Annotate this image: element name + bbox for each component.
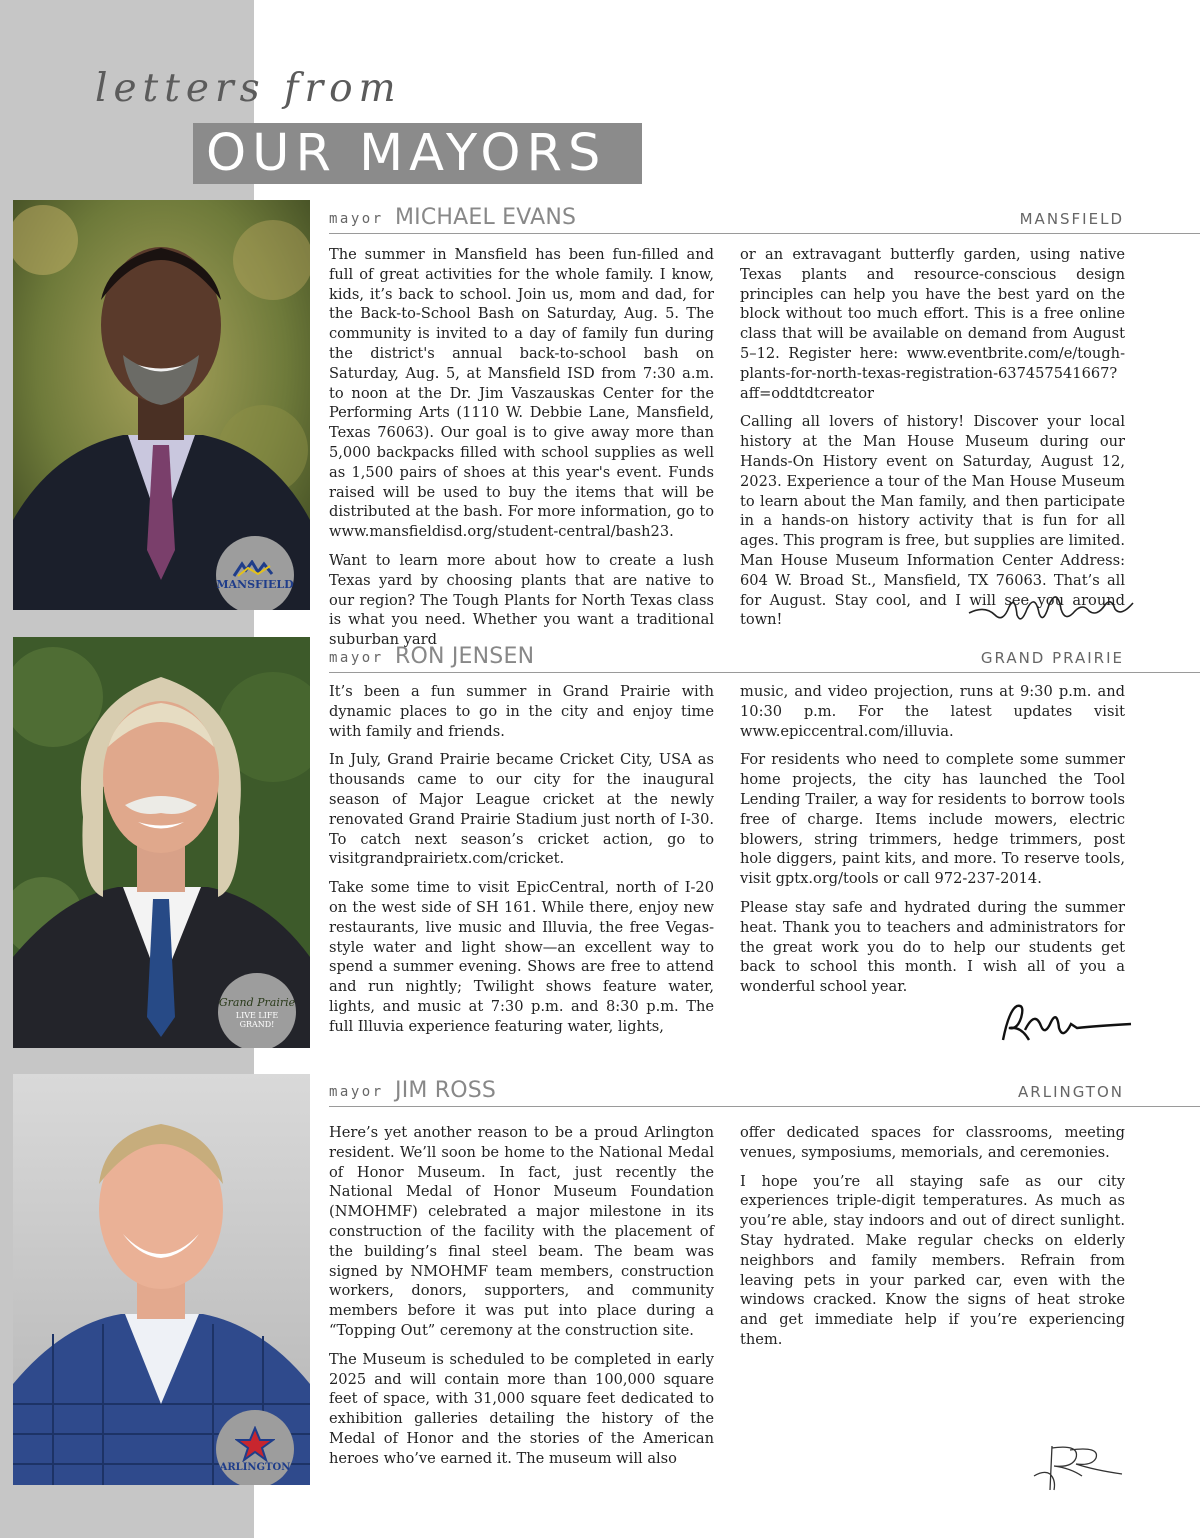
header-rule (329, 233, 1200, 234)
mayor-name: JIM ROSS (395, 1078, 497, 1103)
mayor-city: MANSFIELD (1019, 210, 1124, 228)
paragraph: The Museum is scheduled to be completed in early 2025 and will contain more than 100,000 square feet of space, with 31,000 square feet dedicated to exhibition galleries detailing the history of the Medal of Honor and the stories of the American heroes who’ve earned it. The museum will also (329, 1350, 714, 1467)
letter-column-right (740, 682, 1125, 1006)
mayor-name: MICHAEL EVANS (395, 205, 577, 230)
mayor-city: ARLINGTON (1018, 1083, 1124, 1101)
grand-prairie-logo-badge (218, 973, 296, 1048)
paragraph: or an extravagant butterfly garden, using native Texas plants and resource-conscious design principles can help you have the best yard on the block without too much effort. This is a free online class that will be available on demand from August 5–12. Register here: www.eventbrite.com/e/tough-plants-for-north-texas-registration-637457541667?aff=oddtdtcreator (740, 246, 1125, 402)
mayor-prefix: mayor (329, 1084, 384, 1100)
paragraph: The summer in Mansfield has been fun-filled and full of great activities for the whole family. I know, kids, it’s back to school. Join us, mom and dad, for the Back-to-School Bash on Saturday, Aug. 5. The community is invited to a day of family fun during the district's annual back-to-school bash on Saturday, Aug. 5, at Mansfield ISD from 7:30 a.m. to noon at the Dr. Jim Vaszauskas Center for the Performing Arts (1110 W. Debbie Lane, Mansfield, Texas 76063). Our goal is to give away more than 5,000 backpacks filled with school supplies as well as 1,500 pairs of shoes at this year's event. Funds raised will be used to buy the items that will be distributed at the bash. For more information, go to www.mansfieldisd.org/student-central/bash23. (329, 246, 714, 541)
paragraph: Want to learn more about how to create a lush Texas yard by choosing plants that are native to our region? The Tough Plants for North Texas class is what you need. Whether you want a traditional suburban yard (329, 551, 714, 649)
letter-column-left (329, 682, 714, 1046)
letter-column-left (329, 1123, 714, 1478)
mansfield-logo-icon (232, 560, 278, 578)
paragraph: Calling all lovers of history! Discover your local history at the Man House Museum during our Hands-On History event on Saturday, August 12, 2023. Experience a tour of the Man House Museum to learn about the Man family, and then participate in a hands-on history activity that is fun for all ages. This program is free, but supplies are limited. Man House Museum Information Center Address: 604 W. Broad St., Mansfield, TX 76063. That’s all for August. Stay cool, and I will see you around town! (740, 413, 1125, 629)
letter-column-right (740, 245, 1125, 639)
mayor-photo-evans (13, 200, 310, 610)
grand-prairie-logo-tagline: LIVE LIFE GRAND! (235, 1010, 279, 1029)
header-rule (329, 1106, 1200, 1107)
grand-prairie-logo-text: Grand Prairie (218, 995, 296, 1009)
paragraph: Here’s yet another reason to be a proud Arlington resident. We’ll soon be home to the National Medal of Honor Museum. In fact, just recently the National Medal of Honor Museum Foundation (NMOHMF) celebrated a major milestone in its construction of the facility with the placement of the building’s final steel beam. The beam was signed by NMOHMF team members, construction workers, donors, supporters, and community members before it was put into place during a “Topping Out” ceremony at the construction site. (329, 1124, 714, 1339)
mansfield-logo-text: MANSFIELD (216, 577, 294, 591)
letter-column-right (740, 1123, 1125, 1359)
letter-column-left (329, 245, 714, 659)
paragraph: music, and video projection, runs at 9:30 p.m. and 10:30 p.m. For the latest updates visit www.epiccentral.com/illuvia. (740, 683, 1125, 740)
mayor-photo-ross (13, 1074, 310, 1485)
mayor-header-evans (329, 202, 1200, 230)
star-icon (235, 1426, 275, 1462)
paragraph: offer dedicated spaces for classrooms, meeting venues, symposiums, memorials, and ceremonies. (740, 1124, 1125, 1161)
mayor-photo-jensen (13, 637, 310, 1048)
paragraph: Take some time to visit EpicCentral, north of I-20 on the west side of SH 161. While there, enjoy new restaurants, live music and Illuvia, the free Vegas-style water and light show—an excellent way to spend a summer evening. Shows are free to attend and run nightly; Twilight shows feature water, lights, and music at 7:30 p.m. and 8:30 p.m. The full Illuvia experience featuring water, lights, (329, 879, 714, 1035)
paragraph: For residents who need to complete some summer home projects, the city has launched the Tool Lending Trailer, a way for residents to borrow tools free of charge. Items include mowers, electric blowers, string trimmers, hedge trimmers, post hole diggers, paint kits, and more. To reserve tools, visit gptx.org/tools or call 972-237-2014. (740, 751, 1125, 888)
header-rule (329, 672, 1200, 673)
mayor-prefix: mayor (329, 650, 384, 666)
arlington-logo-text: ARLINGTON (219, 1461, 291, 1473)
mayor-city: GRAND PRAIRIE (980, 649, 1124, 667)
paragraph: In July, Grand Prairie became Cricket City, USA as thousands came to our city for the inaugural season of Major League cricket at the newly renovated Grand Prairie Stadium just north of I-30. To catch next season’s cricket action, go to visitgrandprairietx.com/cricket. (329, 751, 714, 868)
signature-jensen (995, 1000, 1135, 1050)
section-script-title: letters from (95, 66, 402, 111)
mayor-prefix: mayor (329, 211, 384, 227)
paragraph: I hope you’re all staying safe as our city experiences triple-digit temperatures. As much as you’re able, stay indoors and out of direct sunlight. Stay hydrated. Make regular checks on elderly neighbors and family members. Refrain from leaving pets in your parked car, even with the windows cracked. Know the signs of heat stroke and get immediate help if you’re experiencing them. (740, 1172, 1125, 1348)
signature-ross (1030, 1440, 1130, 1495)
mayor-name: RON JENSEN (395, 644, 535, 669)
mansfield-logo-badge (216, 536, 294, 610)
paragraph: Please stay safe and hydrated during the summer heat. Thank you to teachers and administrators for the great work you do to help our students get back to school this month. I wish all of you a wonderful school year. (740, 898, 1125, 996)
paragraph: It’s been a fun summer in Grand Prairie with dynamic places to go in the city and enjoy time with family and friends. (329, 683, 714, 740)
page-title: OUR MAYORS (206, 124, 607, 183)
arlington-logo-badge (216, 1410, 294, 1485)
mayor-header-ross (329, 1075, 1200, 1103)
signature-evans (965, 585, 1145, 630)
mayor-header-jensen (329, 641, 1200, 669)
